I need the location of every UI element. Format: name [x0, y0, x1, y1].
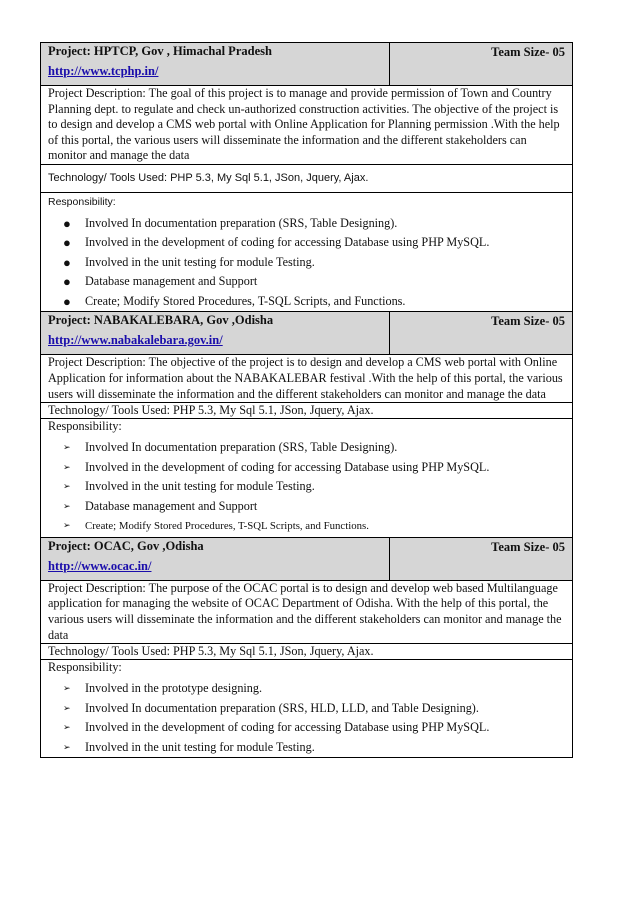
- bullet-dot-icon: ●: [63, 235, 71, 251]
- arrow-bullet-icon: ➢: [63, 500, 71, 511]
- arrow-bullet-icon: ➢: [63, 683, 71, 694]
- team-size: Team Size- 05: [491, 45, 565, 59]
- technology-tools: Technology/ Tools Used: PHP 5.3, My Sql 5.1, JSon, Jquery, Ajax.: [41, 164, 573, 192]
- project-table-hptcp: [40, 42, 573, 758]
- list-item: ➢ Involved In documentation preparation (SRS, Table Designing).: [48, 438, 565, 458]
- bullet-dot-icon: ●: [63, 274, 71, 290]
- project-header: [41, 312, 390, 355]
- list-item: ● Involved In documentation preparation (SRS, Table Designing).: [48, 214, 565, 234]
- team-size: Team Size- 05: [491, 539, 565, 554]
- project-header: [41, 537, 390, 580]
- project-description: Project Description: The objective of the project is to design and develop a CMS web portal with Online Application for information about the NABAKALEBAR festival .With the help of this portal, the various users will disseminate the information and the different stakeholders can monitor and manage the data: [41, 355, 573, 403]
- project-description: Project Description: The goal of this project is to manage and provide permission of Town and Country Planning dept. to regulate and check un-authorized construction activities. The objective of the project is to design and develop a CMS web portal with Online Application for Planning permission .With the help of this portal, the various users will disseminate the information and the different stakeholders can monitor and manage the data: [41, 86, 573, 165]
- team-size-cell: [390, 43, 573, 86]
- arrow-bullet-icon: ➢: [63, 481, 71, 492]
- list-item: ➢ Involved in the development of coding for accessing Database using PHP MySQL.: [48, 718, 565, 738]
- project-url-link[interactable]: http://www.tcphp.in/: [48, 64, 159, 78]
- arrow-bullet-icon: ➢: [63, 461, 71, 472]
- list-item: ➢ Create; Modify Stored Procedures, T-SQL Scripts, and Functions.: [48, 516, 565, 537]
- responsibility-list: [48, 214, 565, 312]
- responsibility-list: [48, 679, 565, 757]
- list-item: ➢ Involved in the unit testing for module Testing.: [48, 477, 565, 497]
- responsibility-section: [41, 419, 573, 538]
- bullet-dot-icon: ●: [63, 215, 71, 231]
- bullet-dot-icon: ●: [63, 293, 71, 309]
- list-item: ➢ Involved In documentation preparation (SRS, HLD, LLD, and Table Designing).: [48, 699, 565, 719]
- list-item: ● Create; Modify Stored Procedures, T-SQL Scripts, and Functions.: [48, 292, 565, 312]
- responsibility-section: [41, 192, 573, 312]
- project-title: Project: HPTCP, Gov , Himachal Pradesh: [48, 44, 272, 58]
- team-size: Team Size- 05: [491, 314, 565, 329]
- team-size-cell: [390, 312, 573, 355]
- responsibility-label: Responsibility:: [48, 660, 122, 675]
- project-title: Project: NABAKALEBARA, Gov ,Odisha: [48, 313, 274, 328]
- project-header: [41, 43, 390, 86]
- resume-page: [40, 42, 573, 758]
- project-description: Project Description: The purpose of the OCAC portal is to design and develop web based Multilanguage application for managing the website of OCAC Department of Odisha. With the help of this portal, the various users will disseminate the information and the different stakeholders can monitor and manage the data: [41, 580, 573, 643]
- arrow-bullet-icon: ➢: [63, 702, 71, 713]
- list-item: ➢ Involved in the development of coding for accessing Database using PHP MySQL.: [48, 458, 565, 478]
- project-title: Project: OCAC, Gov ,Odisha: [48, 538, 204, 553]
- list-item: ➢ Involved in the prototype designing.: [48, 679, 565, 699]
- list-item: ● Database management and Support: [48, 272, 565, 292]
- team-size-cell: [390, 537, 573, 580]
- responsibility-label: Responsibility:: [48, 195, 116, 208]
- technology-tools: Technology/ Tools Used: PHP 5.3, My Sql 5.1, JSon, Jquery, Ajax.: [41, 403, 573, 419]
- responsibility-label: Responsibility:: [48, 419, 122, 434]
- list-item: ➢ Database management and Support: [48, 497, 565, 517]
- arrow-bullet-icon: ➢: [63, 520, 71, 531]
- project-url-link[interactable]: http://www.ocac.in/: [48, 558, 152, 573]
- responsibility-list: [48, 438, 565, 537]
- list-item: ➢ Involved in the unit testing for module Testing.: [48, 738, 565, 758]
- project-url-link[interactable]: http://www.nabakalebara.gov.in/: [48, 333, 223, 348]
- technology-tools: Technology/ Tools Used: PHP 5.3, My Sql 5.1, JSon, Jquery, Ajax.: [41, 644, 573, 660]
- bullet-dot-icon: ●: [63, 254, 71, 270]
- list-item: ● Involved in the development of coding for accessing Database using PHP MySQL.: [48, 233, 565, 253]
- responsibility-section: [41, 660, 573, 758]
- arrow-bullet-icon: ➢: [63, 722, 71, 733]
- arrow-bullet-icon: ➢: [63, 741, 71, 752]
- arrow-bullet-icon: ➢: [63, 442, 71, 453]
- list-item: ● Involved in the unit testing for module Testing.: [48, 253, 565, 273]
